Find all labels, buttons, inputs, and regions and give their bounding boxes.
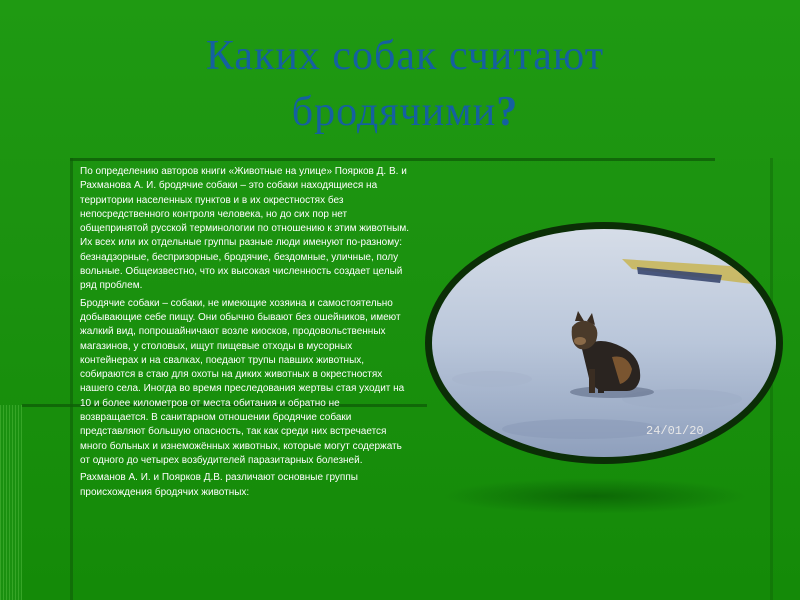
divider-line-left (70, 158, 73, 600)
dog-photo-image (432, 229, 776, 457)
photo-timestamp: 24/01/20 (646, 424, 704, 438)
dog-photo (432, 229, 776, 457)
body-text (80, 165, 410, 503)
slide-title (60, 28, 750, 140)
paragraph-groups: Рахманов А. И. и Поярков Д.В. различают основные группы происхождения бродячих животных: (80, 472, 358, 498)
title-line-1: Каких собак считают (205, 33, 605, 79)
paragraph-definition: По определению авторов книги «Животные на улице» Поярков Д. В. и Рахманова А. И. бродячие собаки – это собаки находящиеся на территории населенных пунктов и в их окрестностях без непосредственного контроля человека, но до сих пор нет общепринятой русской терминологии по отношению к этим животным. Их всех или их отдельные группы разные люди именуют по-разному: безнадзорные, беспризорные, бродячие, бездомные, уличные, полу вольные. Общеизвестно, что их высокая численность создает целый ряд проблем. (80, 166, 409, 292)
title-question-mark: ? (496, 89, 519, 135)
photo-shadow (440, 478, 750, 514)
title-line-2 (60, 84, 750, 140)
title-line-2-text: бродячими (291, 89, 497, 135)
decorative-stripes (0, 405, 22, 600)
paragraph-description: Бродячие собаки – собаки, не имеющие хозяина и самостоятельно добывающие себе пищу. Они обычно бывают без ошейников, имеют жалкий вид, попрошайничают возле киосков, продовольственных магазинов, у столовых, ищут пищевые отходы в мусорных контейнерах и на свалках, поедают трупы павших животных, собираются в стаю для охоты на диких животных в окрестностях нашего села. Иногда во время преследования жертвы стая уходит на 10 и более километров от места обитания и обратно не возвращается. В санитарном отношении бродячие собаки представляют большую опасность, так как среди них встречается много больных и изнеможённых животных, которые могут содержать от одного до четырех возбудителей паразитарных болезней. (80, 297, 405, 466)
divider-line-top (70, 158, 715, 161)
